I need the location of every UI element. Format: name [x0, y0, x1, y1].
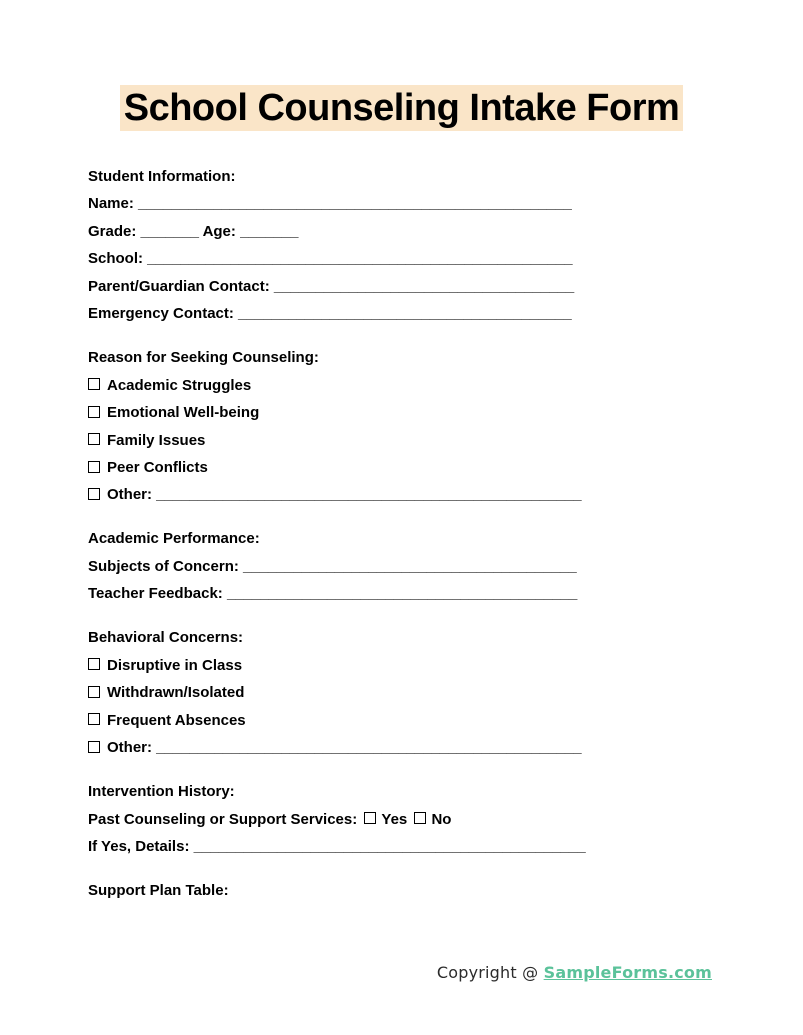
- checkbox-emotional-well-being[interactable]: [88, 406, 100, 418]
- behavioral-other-row: [88, 734, 748, 761]
- name-blank[interactable]: ____________________________________________________: [138, 195, 572, 213]
- name-label: Name:: [88, 195, 134, 213]
- behavioral-option-row: [88, 679, 748, 706]
- emergency-contact-blank[interactable]: ________________________________________: [238, 305, 572, 323]
- reason-option-row: [88, 372, 748, 399]
- reason-heading: Reason for Seeking Counseling:: [88, 349, 319, 367]
- student-info-heading: Student Information:: [88, 168, 236, 185]
- school-blank[interactable]: ___________________________________________________: [147, 250, 573, 268]
- parent-contact-label: Parent/Guardian Contact:: [88, 277, 270, 295]
- page-title: School Counseling Intake Form: [120, 85, 684, 131]
- form-content: [88, 163, 748, 921]
- name-row: [88, 190, 748, 217]
- behavioral-other-blank[interactable]: ___________________________________________________: [156, 739, 582, 757]
- reason-other-row: [88, 481, 748, 508]
- if-yes-details-blank[interactable]: _______________________________________________: [193, 837, 586, 855]
- school-label: School:: [88, 250, 143, 268]
- reason-other-label: Other:: [107, 486, 152, 504]
- checkbox-peer-conflicts[interactable]: [88, 461, 100, 473]
- past-counseling-label: Past Counseling or Support Services:: [88, 810, 358, 828]
- school-row: [88, 245, 748, 272]
- intervention-heading: Intervention History:: [88, 783, 235, 801]
- grade-age-row: [88, 218, 748, 245]
- section-academic-performance: [88, 525, 748, 607]
- checkbox-reason-other[interactable]: [88, 488, 100, 500]
- checkbox-label: Disruptive in Class: [107, 656, 243, 674]
- section-intervention-history: [88, 778, 748, 860]
- grade-label: Grade:: [88, 222, 137, 240]
- parent-contact-blank[interactable]: ____________________________________: [273, 277, 575, 295]
- academic-heading: Academic Performance:: [88, 530, 260, 548]
- emergency-contact-row: [88, 300, 748, 327]
- checkbox-disruptive-in-class[interactable]: [88, 658, 100, 670]
- checkbox-label: Peer Conflicts: [107, 459, 208, 477]
- checkbox-frequent-absences[interactable]: [88, 713, 100, 725]
- grade-blank[interactable]: _______: [140, 222, 199, 240]
- emergency-contact-label: Emergency Contact:: [88, 305, 234, 323]
- teacher-feedback-label: Teacher Feedback:: [88, 585, 223, 603]
- reason-other-blank[interactable]: ___________________________________________________: [156, 486, 582, 504]
- checkbox-no[interactable]: [414, 812, 426, 824]
- behavioral-other-label: Other:: [107, 739, 152, 757]
- checkbox-label: Emotional Well-being: [107, 404, 260, 422]
- reason-option-row: [88, 454, 748, 481]
- checkbox-family-issues[interactable]: [88, 433, 100, 445]
- sampleforms-link[interactable]: SampleForms.com: [543, 963, 712, 982]
- if-yes-details-label: If Yes, Details:: [88, 837, 190, 855]
- subjects-of-concern-blank[interactable]: ________________________________________: [243, 557, 577, 575]
- age-label: Age:: [202, 222, 236, 240]
- teacher-feedback-row: [88, 580, 748, 607]
- behavioral-heading: Behavioral Concerns:: [88, 629, 244, 647]
- no-label: No: [431, 810, 452, 828]
- reason-option-row: [88, 399, 748, 426]
- teacher-feedback-blank[interactable]: __________________________________________: [226, 585, 578, 603]
- reason-option-row: [88, 427, 748, 454]
- section-support-plan: [88, 877, 748, 904]
- subjects-of-concern-row: [88, 553, 748, 580]
- checkbox-academic-struggles[interactable]: [88, 378, 100, 390]
- title-container: [0, 85, 803, 131]
- age-blank[interactable]: _______: [240, 222, 299, 240]
- footer: [437, 963, 712, 982]
- section-student-information: [88, 163, 748, 328]
- checkbox-label: Withdrawn/Isolated: [107, 684, 245, 702]
- past-counseling-row: [88, 806, 748, 833]
- checkbox-behavioral-other[interactable]: [88, 741, 100, 753]
- checkbox-withdrawn-isolated[interactable]: [88, 686, 100, 698]
- support-plan-heading: Support Plan Table:: [88, 881, 229, 899]
- yes-label: Yes: [381, 810, 408, 828]
- checkbox-label: Family Issues: [107, 431, 206, 449]
- subjects-of-concern-label: Subjects of Concern:: [88, 557, 239, 575]
- behavioral-option-row: [88, 652, 748, 679]
- parent-contact-row: [88, 273, 748, 300]
- section-behavioral-concerns: [88, 624, 748, 761]
- section-reason-for-counseling: [88, 344, 748, 509]
- if-yes-details-row: [88, 833, 748, 860]
- behavioral-option-row: [88, 707, 748, 734]
- copyright-text: Copyright @: [436, 963, 539, 982]
- checkbox-label: Academic Struggles: [107, 376, 252, 394]
- checkbox-label: Frequent Absences: [107, 711, 246, 729]
- checkbox-yes[interactable]: [364, 812, 376, 824]
